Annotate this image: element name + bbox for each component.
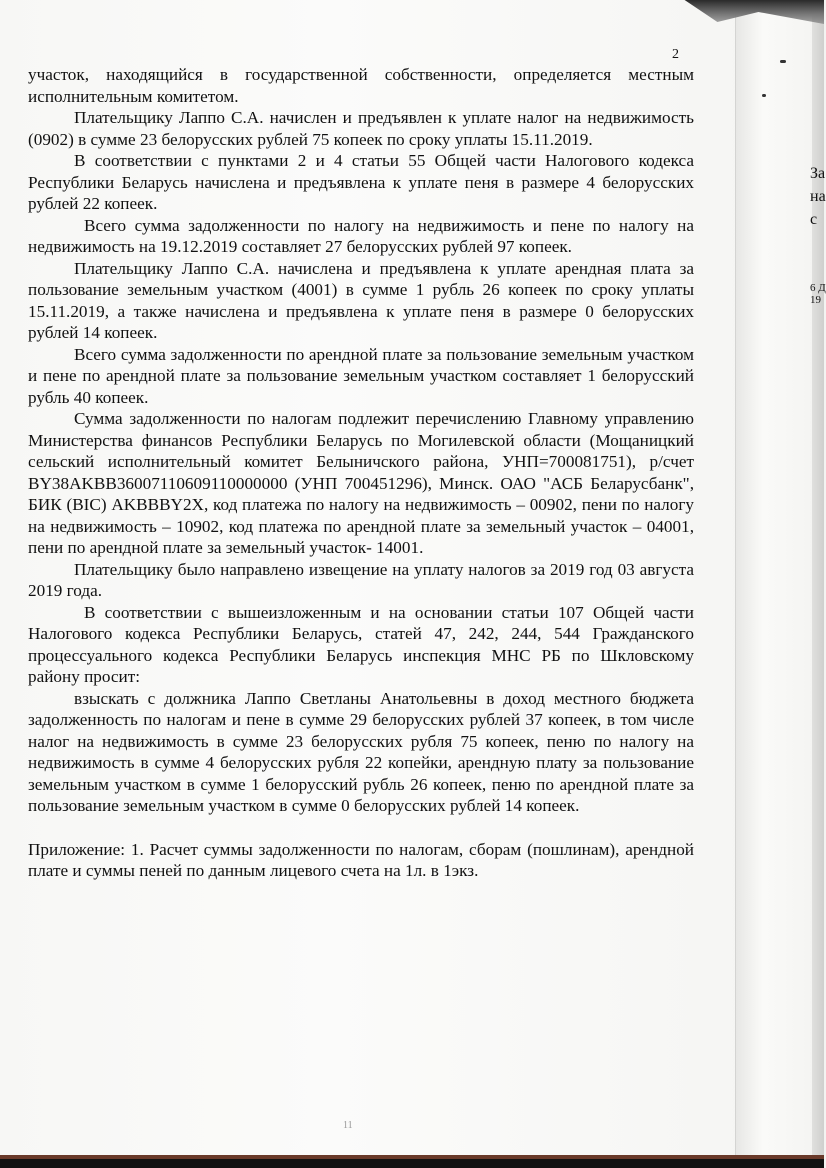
paragraph: В соответствии с пунктами 2 и 4 статьи 55 Общей части Налогового кодекса Республики Беларусь начислена и предъявлена к уплате пеня в размере 4 белорусских рублей 22 копеек. (28, 151, 694, 213)
paragraph: Всего сумма задолженности по арендной плате за пользование земельным участком и пене по арендной плате за пользование земельным участком составляет 1 белорусский рубль 40 копеек. (28, 344, 694, 407)
paragraph: Плательщику Лаппо С.А. начислена и предъявлена к уплате арендная плата за пользование земельным участком (4001) в сумме 1 рубль 26 копеек по сроку уплаты 15.11.2019, а также начислена и предъявлена к уплате пеня в размере 0 белорусских рублей 14 копеек. (28, 258, 694, 342)
paragraph: Плательщику было направлено извещение на уплату налогов за 2019 год 03 августа 2019 года. (28, 559, 694, 600)
paragraph: В соответствии с вышеизложенным и на основании статьи 107 Общей части Налогового кодекса Республики Беларусь, статей 47, 242, 244, 544 Гражданского процессуального кодекса Республики Беларусь инспекция МНС РБ по Шкловскому району просит: (28, 602, 694, 686)
side-fragment-small: 6 Д (810, 282, 826, 294)
scan-speck (780, 60, 786, 63)
paragraph: Плательщику Лаппо С.А. начислен и предъявлен к уплате налог на недвижимость (0902) в сумме 23 белорусских рублей 75 копеек по сроку уплаты 15.11.2019. (28, 108, 694, 149)
document-body (28, 64, 694, 882)
paragraph: Всего сумма задолженности по налогу на недвижимость и пене по налогу на недвижимость на 19.12.2019 составляет 27 белорусских рублей 97 копеек. (28, 215, 694, 256)
page-number: 2 (672, 47, 679, 62)
side-fragment: на (810, 188, 826, 205)
footer-mark: 11 (343, 1120, 353, 1131)
scan-bottom-edge (0, 1159, 824, 1168)
side-fragment: За (810, 165, 826, 182)
request-paragraph: взыскать с должника Лаппо Светланы Анатольевны в доход местного бюджета задолженность по налогам и пене в сумме 29 белорусских рублей 37 копеек, в том числе налог на недвижимость в сумме 23 белорусских рубля 75 копеек, пеню по налогу на недвижимость в сумме 4 белорусских рубля 22 копейки, арендную плату за пользование земельным участком в сумме 1 белорусский рубль 26 копеек, пеню по арендной плате за пользование земельным участком в сумме 0 белорусских рублей 14 копеек. (28, 688, 694, 815)
attachment-paragraph: Приложение: 1. Расчет суммы задолженности по налогам, сборам (пошлинам), арендной плате и суммы пеней по данным лицевого счета на 1л. в 1экз. (28, 839, 694, 880)
paragraph: участок, находящийся в государственной собственности, определяется местным исполнительным комитетом. (28, 65, 694, 106)
scan-speck (762, 94, 766, 97)
side-fragment-small: 19 (810, 294, 821, 306)
paragraph: Сумма задолженности по налогам подлежит перечислению Главному управлению Министерства финансов Республики Беларусь по Могилевской области (Мощаницкий сельский исполнительный комитет Белыничского района, УНП=700081751), р/счет BY38AKBB36007110609110000000 (УНП 700451296), Минск. ОАО "АСБ Беларусбанк", БИК (BIC) AKBBBY2X, код платежа по налогу на недвижимость – 00902, пени по налогу на недвижимость – 10902, код платежа по арендной плате за земельный участок – 04001, пени по арендной плате за земельный участок- 14001. (28, 409, 694, 557)
side-fragment: с (810, 211, 818, 228)
